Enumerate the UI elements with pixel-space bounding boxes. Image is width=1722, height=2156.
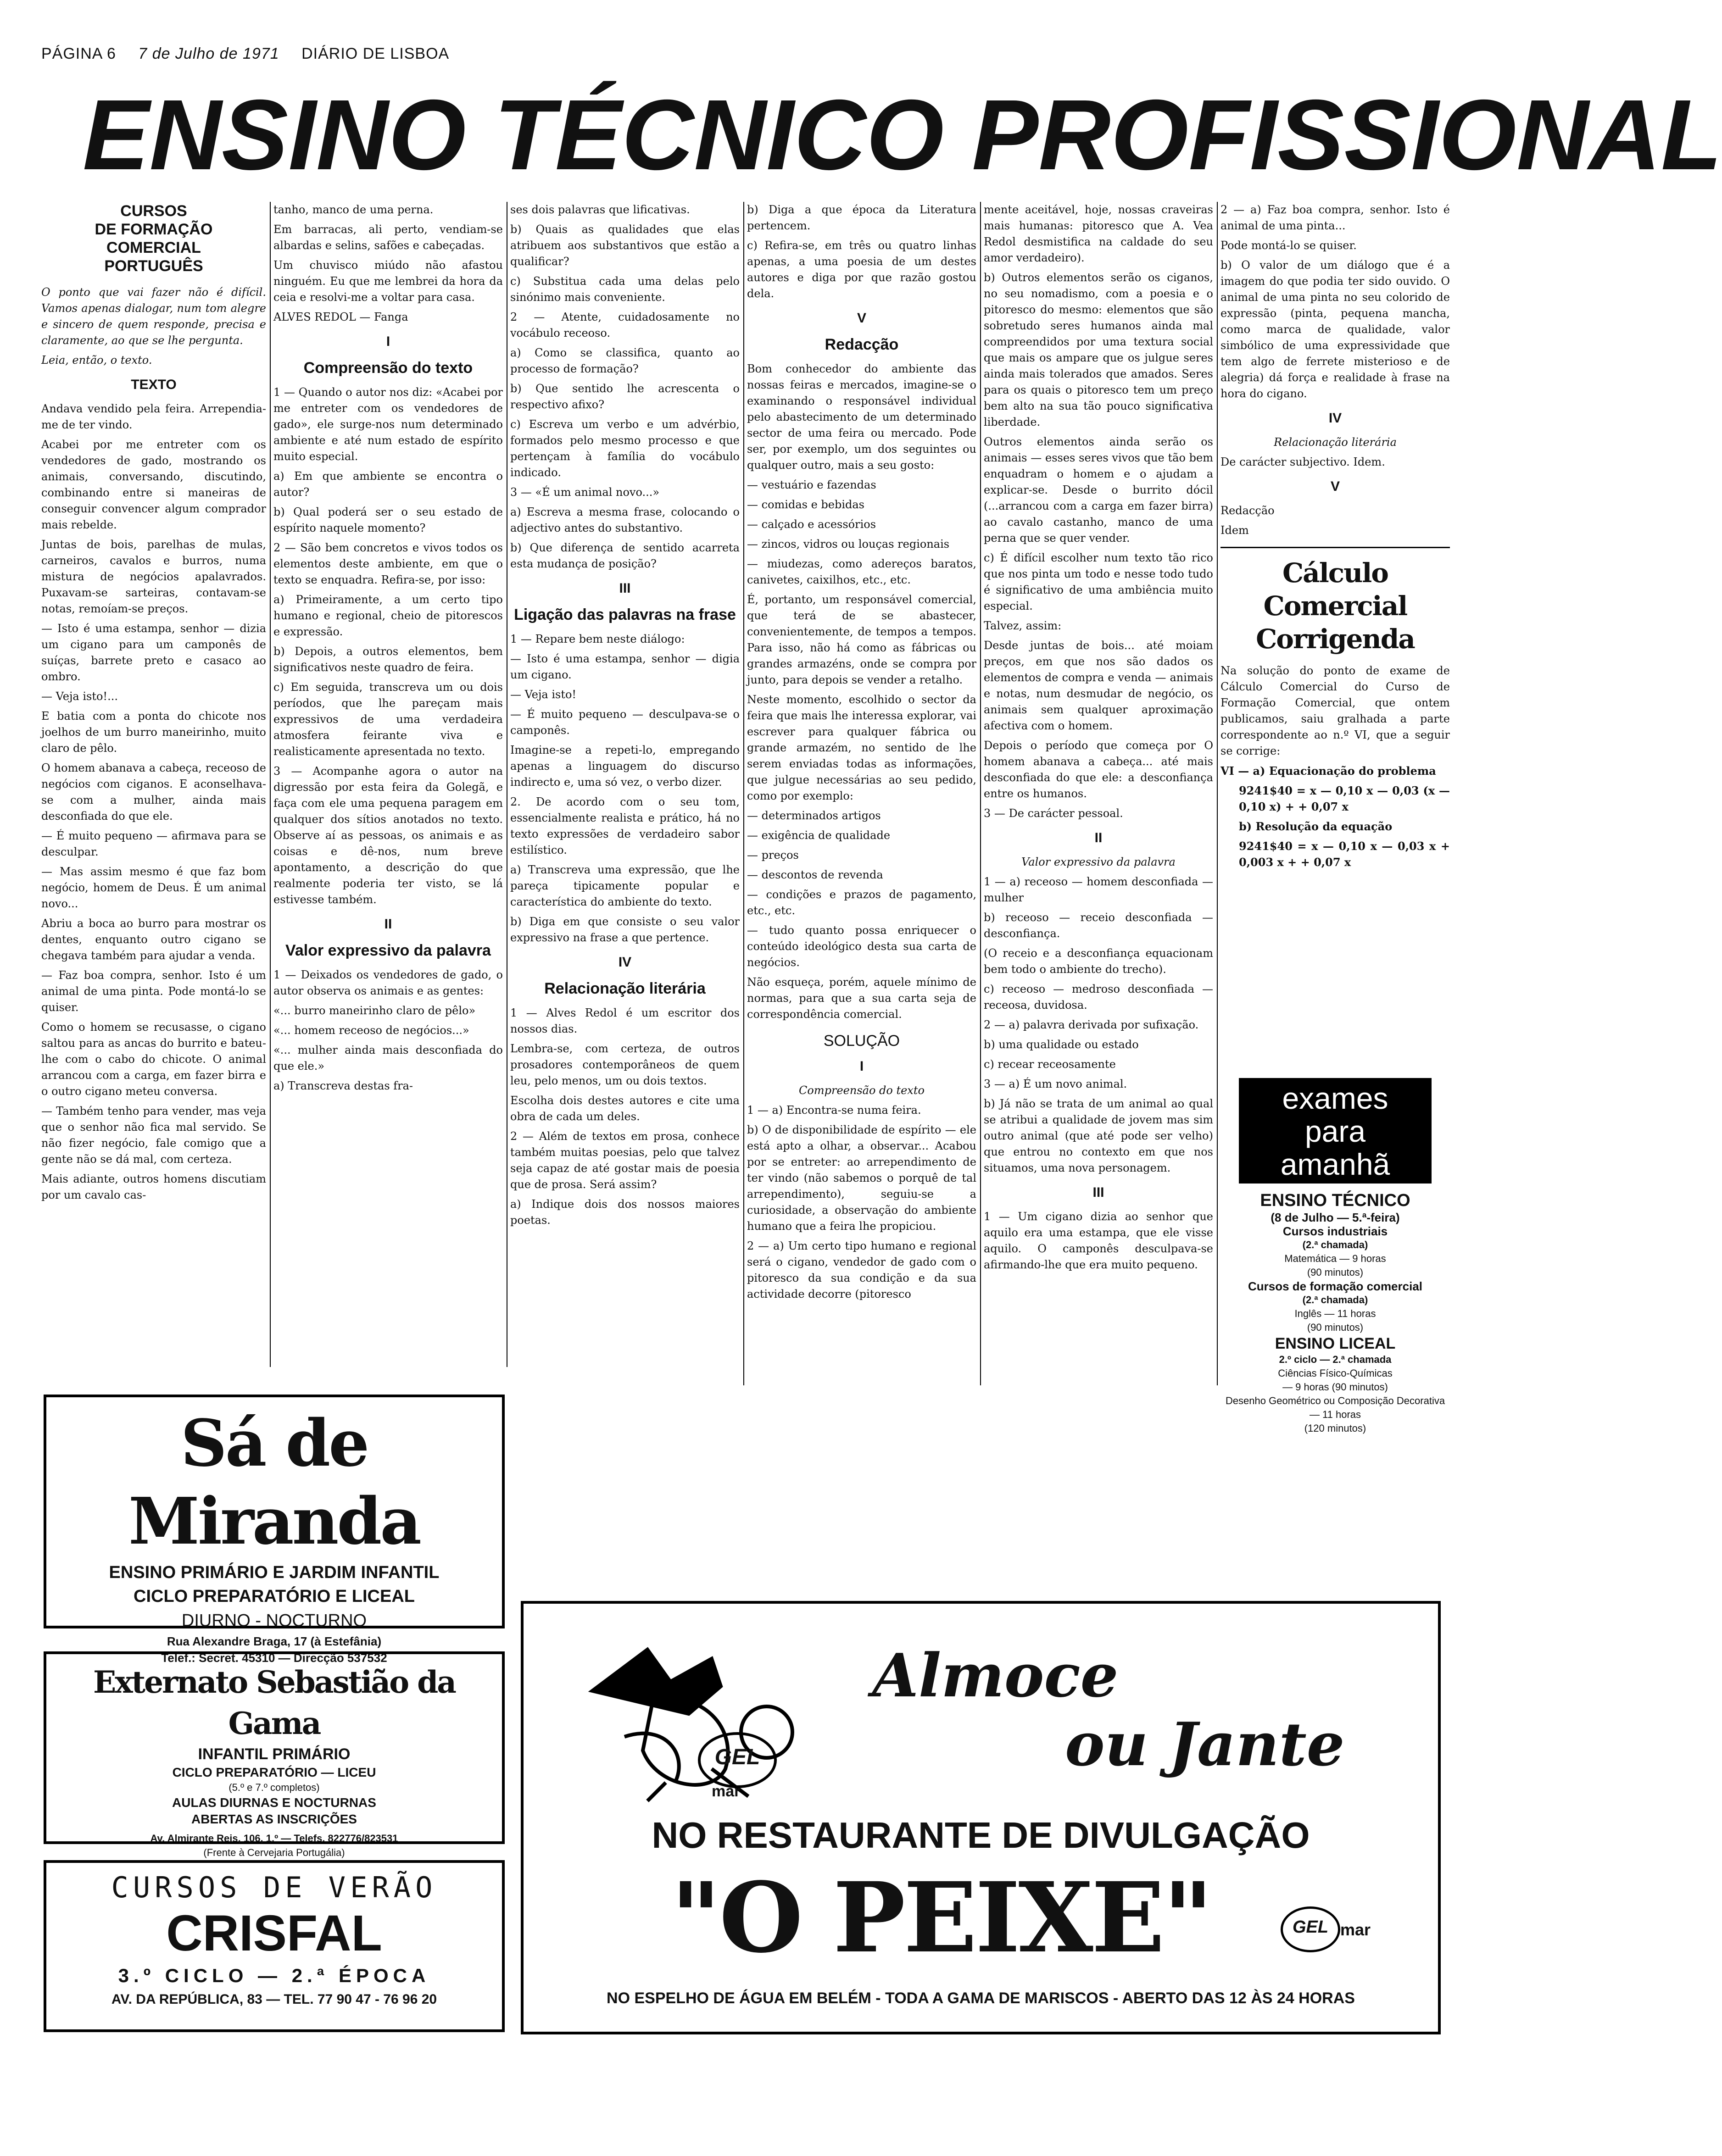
col1-paragraph: Mais adiante, outros homens discutiam por um cavalo cas- bbox=[41, 1172, 266, 1201]
section-heading: Relacionação literária bbox=[544, 980, 706, 997]
question-item: «... burro maneirinho claro de pêlo» bbox=[273, 1004, 476, 1017]
list-item: — preços bbox=[747, 849, 799, 861]
section-heading: Compreensão do texto bbox=[799, 1084, 925, 1097]
list-item: — determinados artigos bbox=[747, 809, 881, 822]
question-item: «... homem receoso de negócios...» bbox=[273, 1024, 469, 1037]
column-6 bbox=[1220, 202, 1450, 995]
list-item: — tudo quanto possa enriquecer o conteúdo ideológico desta sua carta de negócios. bbox=[747, 924, 976, 969]
section-heading: Valor expressivo da palavra bbox=[285, 942, 491, 959]
answer-item: b) receoso — receio desconfiada — desconfiança. bbox=[984, 911, 1213, 940]
question-item: a) Em que ambiente se encontra o autor? bbox=[273, 470, 503, 499]
calc-item: b) Resolução da equação bbox=[1239, 820, 1393, 833]
question-item: 1 — Deixados os vendedores de gado, o autor observa os animais e as gentes: bbox=[273, 968, 503, 997]
question-item: 3 — Acompanhe agora o autor na digressão por esta feira da Golegã, e faça com ele uma pequena paragem em qualquer dos sítios anotados no texto. Observe aí as pessoas, os animais e as coisas e dê-nos, num breve apontamento, a descrição do que realmente poderia ter visto, se lá estivesse também. bbox=[273, 765, 503, 906]
question-item: c) Em seguida, transcreva um ou dois períodos, que lhe pareçam mais expressivos de uma verdadeira atmosfera feirante viva e realisticamente apresentada no texto. bbox=[273, 681, 503, 758]
section-heading: Relacionação literária bbox=[1274, 436, 1397, 449]
ad-crisfal: CURSOS DE VERÃO CRISFAL 3.º CICLO — 2.ª ÉPOCA AV. DA REPÚBLICA, 83 — TEL. 77 90 47 - 76 96 20 bbox=[44, 1860, 505, 2032]
col1-paragraph: — Faz boa compra, senhor. Isto é um animal de uma pinta. Pode montá-lo se quiser. bbox=[41, 969, 266, 1014]
answer-item: Depois o período que começa por O homem abanava a cabeça... até mais desconfiada do que ele: a desconfiança entre os humanos. bbox=[984, 739, 1213, 800]
question-item: b) Depois, a outros elementos, bem significativos neste quadro de feira. bbox=[273, 645, 503, 674]
question-item: a) Transcreva uma expressão, que lhe pareça tipicamente popular e característica do ambiente do texto. bbox=[510, 863, 740, 908]
headline: ENSINO TÉCNICO PROFISSIONAL bbox=[83, 79, 1722, 191]
calc-item: 9241$40 = x — 0,10 x — 0,03 x + 0,003 x + + 0,07 x bbox=[1239, 839, 1450, 869]
question-item: Imagine-se a repeti-lo, empregando apenas a linguagem do discurso indirecto e, uma só vez, o verbo dizer. bbox=[510, 744, 740, 789]
signature: ALVES REDOL — Fanga bbox=[273, 311, 408, 323]
section-number: II bbox=[1094, 830, 1103, 845]
calc-title: Cálculo Comercial bbox=[1263, 557, 1407, 622]
answer-item: b) Já não se trata de um animal ao qual se atribui a qualidade de jovem mas sim outro animal (que até pode ser velho) que entrou no contexto em que nos situamos, uma nova personagem. bbox=[984, 1097, 1213, 1174]
section-number: IV bbox=[1328, 411, 1342, 426]
answer-item: Outros elementos ainda serão os animais — esses seres vivos que tão bem enquadram o homem e o ajudam a explicar-se. Desde o burrito dócil (...arrancou com a carga em fazer birra) ao cavalo castanho, manco de uma perna que se quer vender. bbox=[984, 435, 1213, 545]
gel-sub: mar bbox=[712, 1783, 741, 1800]
gel-sub-small: mar bbox=[1340, 1920, 1371, 1939]
col1-paragraph: — Veja isto!... bbox=[41, 690, 118, 703]
section-heading: Valor expressivo da palavra bbox=[1021, 856, 1176, 868]
answer-item: 2 — a) Um certo tipo humano e regional será o cigano, vendedor de gado com o pitoresco da sua condição e da sua actividade decorre (pitoresco bbox=[747, 1239, 976, 1300]
column-5 bbox=[984, 202, 1213, 1385]
answer-item: mente aceitável, hoje, nossas craveiras mais humanas: pitoresco que A. Vea Redol desmistifica na caldade do seu amor verdadeiro). bbox=[984, 203, 1213, 264]
answer-item: 2 — a) Faz boa compra, senhor. Isto é animal de uma pinta... bbox=[1220, 203, 1450, 232]
calc-item: VI — a) Equacionação do problema bbox=[1220, 764, 1436, 778]
section-number: I bbox=[859, 1059, 864, 1074]
answer-item: 2 — a) palavra derivada por sufixação. bbox=[984, 1018, 1199, 1031]
column-rule bbox=[743, 202, 744, 1385]
ad-script-line1: Almoce bbox=[872, 1640, 1119, 1711]
section-number: V bbox=[857, 311, 866, 326]
list-item: — zincos, vidros ou louças regionais bbox=[747, 538, 950, 550]
question-item: — É muito pequeno — desculpava-se o camponês. bbox=[510, 708, 740, 737]
column-rule bbox=[1217, 202, 1218, 1385]
col1-subtitle: TEXTO bbox=[131, 377, 177, 392]
ad-title: Sá de Miranda bbox=[128, 1406, 420, 1559]
question-item: a) Primeiramente, a um certo tipo humano e regional, cheio de pitorescos e expressão. bbox=[273, 593, 503, 638]
answer-item: 1 — a) receoso — homem desconfiada — mulher bbox=[984, 875, 1213, 904]
calc-subtitle: Corrigenda bbox=[1256, 623, 1415, 655]
col1-paragraph: — Mas assim mesmo é que faz bom negócio, homem de Deus. É um animal novo... bbox=[41, 865, 266, 910]
col1-paragraph: Juntas de bois, parelhas de mulas, carneiros, cavalos e burros, numa mistura de negócios apalavrados. Puxavam-se sarteiras, contavam-se notas, remoíam-se preços. bbox=[41, 538, 266, 615]
question-item: b) Que sentido lhe acrescenta o respectivo afixo? bbox=[510, 382, 740, 411]
answer-item: c) receoso — medroso desconfiada — receosa, duvidosa. bbox=[984, 983, 1213, 1011]
answer-item: b) O de disponibilidade de espírito — ele está apto a olhar, a observar... Acabou por se entreter: ao arrependimento de ter vindo (não sabemos o porquê de tal arrependimento), seguiu-se a curiosidade, a observação do ambiente humano que a feira lhe propiciou. bbox=[747, 1123, 976, 1233]
answer-item: c) recear receosamente bbox=[984, 1058, 1116, 1071]
col1-intro: O ponto que vai fazer não é difícil. Vamos apenas dialogar, num tom alegre e sincero de quem responde, precisa e claramente, ao que se lhe pergunta. bbox=[41, 286, 266, 347]
col1-paragraph: Como o homem se recusasse, o cigano saltou para as ancas do burrito e bateu-lhe com o cabo do chicote. O animal arrancou com a carga, em fazer birra e o outro cigano meteu conversa. bbox=[41, 1021, 266, 1098]
question-item: 1 — Repare bem neste diálogo: bbox=[510, 633, 685, 645]
answer-item: Idem bbox=[1220, 524, 1249, 537]
answer-item: b) uma qualidade ou estado bbox=[984, 1038, 1139, 1051]
ad-line1: NO RESTAURANTE DE DIVULGAÇÃO bbox=[652, 1815, 1310, 1856]
column-4 bbox=[747, 202, 976, 1385]
ad-sa-de-miranda: Sá de Miranda ENSINO PRIMÁRIO E JARDIM INFANTIL CICLO PREPARATÓRIO E LICEAL DIURNO - NOCTURNO Rua Alexandre Braga, 17 (à Estefânia) Telef.: Secret. 45310 — Direcção 537532 bbox=[44, 1395, 505, 1628]
question-item: a) Escreva a mesma frase, colocando o adjectivo antes do substantivo. bbox=[510, 506, 740, 534]
col2-paragraph: tanho, manco de uma perna. bbox=[273, 203, 434, 216]
col1-title: CURSOS DE FORMAÇÃO COMERCIAL PORTUGUÊS bbox=[95, 202, 213, 275]
col4-paragraph: Não esqueça, porém, aquele mínimo de normas, para que a sua carta seja de correspondência comercial. bbox=[747, 976, 976, 1021]
question-item: c) Refira-se, em três ou quatro linhas apenas, a uma poesia de um destes autores e diga por que razão gostou dela. bbox=[747, 239, 976, 300]
ad-o-peixe bbox=[521, 1601, 1441, 2034]
section-number: I bbox=[386, 334, 390, 349]
section-number: III bbox=[619, 581, 631, 596]
question-item: 2 — Além de textos em prosa, conhece também muitas poesias, pelo que talvez seja capaz de até gostar mais de poesia que de prosa. Será assim? bbox=[510, 1130, 740, 1191]
question-item: b) Quais as qualidades que elas atribuem aos substantivos que estão a qualificar? bbox=[510, 223, 740, 268]
answer-item: 1 — Um cigano dizia ao senhor que aquilo era uma estampa, que ele visse aquilo. O camponês desculpava-se afirmando-lhe que era muito pequeno. bbox=[984, 1210, 1213, 1271]
question-item: 2 — Atente, cuidadosamente no vocábulo receoso. bbox=[510, 311, 740, 339]
question-item: a) Transcreva destas fra- bbox=[273, 1079, 413, 1092]
answer-item: (O receio e a desconfiança equacionam bem todo o ambiente do trecho). bbox=[984, 947, 1213, 976]
col1-paragraph: E batia com a ponta do chicote nos joelhos de um burro maneirinho, muito claro de pêlo. bbox=[41, 710, 266, 755]
gel-logo-small: GEL bbox=[1281, 1906, 1340, 1952]
section-number: V bbox=[1330, 479, 1340, 494]
col1-paragraph: Andava vendido pela feira. Arrependia-me de ter vindo. bbox=[41, 402, 266, 431]
question-item: 1 — Alves Redol é um escritor dos nossos dias. bbox=[510, 1006, 740, 1035]
col4-paragraph: É, portanto, um responsável comercial, que terá de se abastecer, convenientemente, de tempos a tempos. Para isso, não há como as fábricas ou grandes armazéns, onde se compra por junto, para depois se vender a retalho. bbox=[747, 593, 976, 686]
question-item: 1 — Quando o autor nos diz: «Acabei por me entreter com os vendedores de gado», ele surge-nos num determinado ambiente e até num estado de espírito muito especial. bbox=[273, 386, 503, 463]
issue-date: 7 de Julho de 1971 bbox=[138, 45, 279, 62]
section-number: II bbox=[384, 917, 392, 932]
question-item: b) Qual poderá ser o seu estado de espírito naquele momento? bbox=[273, 506, 503, 534]
col2-paragraph: Em barracas, ali perto, vendiam-se albardas e selins, safões e cabeçadas. bbox=[273, 223, 503, 252]
ad-title: Externato Sebastião da Gama bbox=[93, 1664, 456, 1741]
question-item: c) Escreva um verbo e um advérbio, formados pelo mesmo processo e que pertençam à família do vocábulo indicado. bbox=[510, 418, 740, 479]
ad-script-line2: ou Jante bbox=[1065, 1709, 1345, 1779]
answer-item: De carácter subjectivo. Idem. bbox=[1220, 456, 1385, 468]
col4-paragraph: Neste momento, escolhido o sector da feira que mais lhe interessa explorar, vai escrever para qualquer fábrica ou grande armazém, no sentido de lhe serem enviadas todas as informações, que julgue necessárias ao seu pedido, como por exemplo: bbox=[747, 693, 976, 802]
question-item: — Veja isto! bbox=[510, 688, 577, 701]
exames-box: exames para amanhã bbox=[1239, 1078, 1432, 1184]
col1-paragraph: — Também tenho para vender, mas veja que o senhor não fica mal servido. Se não fizer negócio, fale comigo que a gente não se dá mal, com certeza. bbox=[41, 1105, 266, 1166]
col1-paragraph: Abriu a boca ao burro para mostrar os dentes, enquanto outro cigano se chegava também para ajudar a venda. bbox=[41, 917, 266, 962]
newspaper-name: DIÁRIO DE LISBOA bbox=[301, 45, 450, 62]
answer-item: 3 — a) É um novo animal. bbox=[984, 1078, 1127, 1090]
section-heading: Compreensão do texto bbox=[303, 359, 473, 377]
question-item: a) Como se classifica, quanto ao processo de formação? bbox=[510, 346, 740, 375]
question-item: b) Diga em que consiste o seu valor expressivo na frase a que pertence. bbox=[510, 915, 740, 944]
question-item: 2 — São bem concretos e vivos todos os elementos deste ambiente, em que o texto se enquadra. Refira-se, por isso: bbox=[273, 541, 503, 586]
col2-paragraph: Um chuvisco miúdo não afastou ninguém. Eu que me lembrei da hora da ceia e resolvi-me a voltar para casa. bbox=[273, 259, 503, 304]
gel-logo: GEL bbox=[698, 1732, 777, 1788]
question-item: c) Substitua cada uma delas pelo sinónimo mais conveniente. bbox=[510, 275, 740, 304]
list-item: — condições e prazos de pagamento, etc., etc. bbox=[747, 888, 976, 917]
column-rule bbox=[980, 202, 981, 1385]
list-item: — miudezas, como adereços baratos, canivetes, caixilhos, etc., etc. bbox=[747, 557, 976, 586]
column-2 bbox=[273, 202, 503, 1367]
cartoon-illustration bbox=[574, 1631, 831, 1806]
question-item: — Isto é uma estampa, senhor — digia um cigano. bbox=[510, 652, 740, 681]
chef-fish-icon bbox=[574, 1631, 831, 1806]
column-rule bbox=[270, 202, 271, 1367]
question-item: b) Que diferença de sentido acarreta esta mudança de posição? bbox=[510, 541, 740, 570]
col1-paragraph: — É muito pequeno — afirmava para se desculpar. bbox=[41, 829, 266, 858]
ad-title: "O PEIXE" bbox=[670, 1861, 1212, 1974]
calc-item: 9241$40 = x — 0,10 x — 0,03 (x — 0,10 x) + + 0,07 x bbox=[1239, 784, 1450, 813]
question-item: ses dois palavras que lificativas. bbox=[510, 203, 690, 216]
exam-schedule: ENSINO TÉCNICO (8 de Julho — 5.ª-feira) Cursos industriais (2.ª chamada) Matemática — 9 horas (90 minutos) Cursos de formação comercial (2.ª chamada) Inglês — 11 horas (90 minutos) ENSINO LICEAL 2.º ciclo — 2.ª chamada Ciências Físico-Químicas — 9 horas (90 minutos) Desenho Geométrico ou Composição Decorativa — 11 horas (120 minutos) bbox=[1225, 1191, 1445, 1434]
answer-item: Redacção bbox=[1220, 504, 1275, 517]
section-number: III bbox=[1092, 1185, 1104, 1200]
section-number: IV bbox=[618, 955, 632, 970]
list-item: — comidas e bebidas bbox=[747, 498, 864, 511]
solution-heading: SOLUÇÃO bbox=[823, 1032, 900, 1050]
page-header bbox=[41, 45, 500, 63]
column-3 bbox=[510, 202, 740, 1385]
question-item: 3 — «É um animal novo...» bbox=[510, 486, 660, 499]
calc-text: Na solução do ponto de exame de Cálculo Comercial do Curso de Formação Comercial, que ontem publicamos, saiu gralhada a parte correspondente ao n.º VI, que a seguir se corrige: bbox=[1220, 664, 1450, 757]
list-item: — exigência de qualidade bbox=[747, 829, 891, 842]
question-item: b) Diga a que época da Literatura pertencem. bbox=[747, 203, 976, 232]
question-item: «... mulher ainda mais desconfiada do que ele.» bbox=[273, 1044, 503, 1072]
question-item: Escolha dois destes autores e cite uma obra de cada um deles. bbox=[510, 1094, 740, 1123]
ad-title: CRISFAL bbox=[166, 1905, 382, 1962]
divider bbox=[1220, 547, 1450, 548]
answer-item: Talvez, assim: bbox=[984, 619, 1062, 632]
section-heading: Redacção bbox=[825, 336, 899, 353]
list-item: — vestuário e fazendas bbox=[747, 478, 876, 491]
question-item: a) Indique dois dos nossos maiores poetas. bbox=[510, 1198, 740, 1227]
answer-item: 1 — a) Encontra-se numa feira. bbox=[747, 1104, 921, 1117]
column-1 bbox=[41, 202, 266, 1367]
col1-paragraph: — Isto é uma estampa, senhor — dizia um cigano para um camponês de suíças, barrete preto e casaco ao ombro. bbox=[41, 622, 266, 683]
col4-paragraph: Bom conhecedor do ambiente das nossas feiras e mercados, imagine-se o examinando o responsável individual pelo abastecimento de um determinado sector de uma feira ou mercado. Pode ser, por exemplo, um dos seguintes ou qualquer outro, mais a seu gosto: bbox=[747, 362, 976, 472]
ad-footer: NO ESPELHO DE ÁGUA EM BELÉM - TODA A GAMA DE MARISCOS - ABERTO DAS 12 ÀS 24 HORAS bbox=[607, 1989, 1355, 2007]
section-heading: Ligação das palavras na frase bbox=[514, 606, 736, 623]
answer-item: c) É difícil escolher num texto tão rico que nos pinta um todo e nesse todo tudo é significativo de uma ambiência muito especial. bbox=[984, 551, 1213, 612]
col1-lead: Leia, então, o texto. bbox=[41, 354, 152, 367]
list-item: — descontos de revenda bbox=[747, 868, 883, 881]
answer-item: 3 — De carácter pessoal. bbox=[984, 807, 1123, 820]
page-number: PÁGINA 6 bbox=[41, 45, 116, 62]
list-item: — calçado e acessórios bbox=[747, 518, 876, 531]
answer-item: Desde juntas de bois... até moiam preços, em que nos são dados os elementos de compra e venda — animais e notas, num desmudar de negócio, os animais sem qualquer aproximação afectiva com o homem. bbox=[984, 639, 1213, 732]
col1-paragraph: Acabei por me entreter com os vendedores de gado, mostrando os animais, conversando, discutindo, combinando entre si maneiras de conseguir convencer algum comprador mais rebelde. bbox=[41, 438, 266, 531]
answer-item: Pode montá-lo se quiser. bbox=[1220, 239, 1357, 252]
answer-item: b) Outros elementos serão os ciganos, no seu nomadismo, com a poesia e o pitoresco do mesmo: elementos que são sobretudo seres humanos ainda mal compreendidos por uma textura social que mais os ampare que os julgue seres ainda mais tolerados que amados. Seres para os quais o pitoresco tem um preço bem alto na sua tão pouco significativa liberdade. bbox=[984, 271, 1213, 428]
col1-paragraph: O homem abanava a cabeça, receoso de negócios com ciganos. E aconselhava-se com a mulher, ainda mais desconfiada do que ele. bbox=[41, 761, 266, 822]
question-item: Lembra-se, com certeza, de outros prosadores contemporâneos de quem leu, pelo menos, um ou dois textos. bbox=[510, 1042, 740, 1087]
ad-sebastiao-da-gama: Externato Sebastião da Gama INFANTIL PRIMÁRIO CICLO PREPARATÓRIO — LICEU (5.º e 7.º completos) AULAS DIURNAS E NOCTURNAS ABERTAS AS INSCRIÇÕES Av. Almirante Reis, 106, 1.º — Telefs. 822776/823531 (Frente à Cervejaria Portugália) bbox=[44, 1651, 505, 1844]
answer-item: b) O valor de um diálogo que é a imagem do que podia ter sido ouvido. O animal de uma pinta no seu colorido de expressão (pinta, pequena mancha, como marca de qualidade, valor simbólico de uma expressividade que tem algo de ferrete misterioso e de alegria) dá força e realidade à frase na hora do cigano. bbox=[1220, 259, 1450, 400]
question-item: 2. De acordo com o seu tom, essencialmente realista e prático, há no texto expressões de verdadeiro sabor estilístico. bbox=[510, 795, 740, 856]
